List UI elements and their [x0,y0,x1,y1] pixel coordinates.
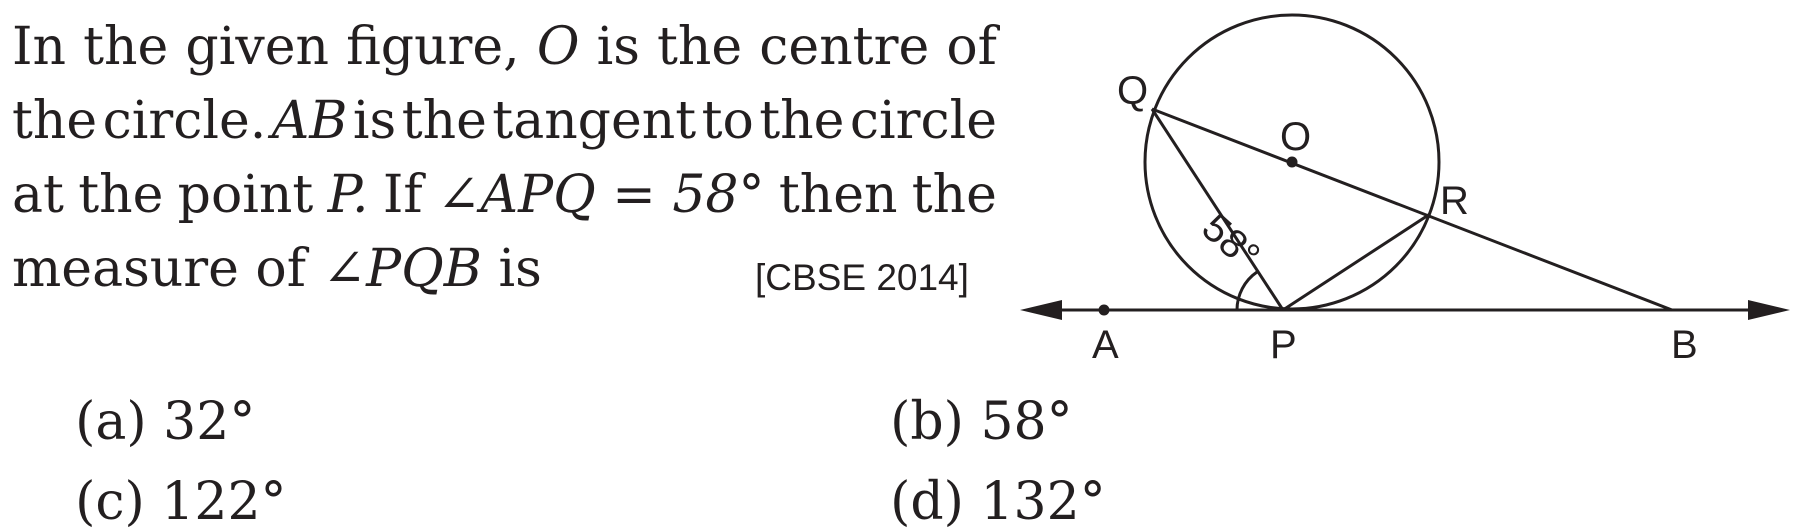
math-O: O [536,17,580,77]
label-A: A [1092,323,1119,367]
label-Q: Q [1117,69,1149,113]
math-AB: AB [271,91,348,151]
word: In [12,17,67,77]
angle-label-58: 58° [1193,205,1268,279]
option-value: 122° [161,472,287,532]
arrow-left-icon [1020,300,1062,320]
secant-QB [1152,109,1672,310]
word: given [185,17,329,77]
math-angle-APQ: ∠APQ = 58° [436,165,765,225]
word: then [778,165,898,225]
word: the [657,17,743,77]
word: the [78,165,164,225]
word: figure, [346,17,520,77]
option-value: 132° [980,472,1106,532]
label-P: P [1270,323,1297,367]
option-label: (a) [75,392,147,452]
math-P: P. [327,165,369,225]
word: the [12,91,98,151]
word: the [911,165,997,225]
option-value: 32° [163,392,256,452]
word: If [382,165,423,225]
option-label: (d) [890,472,964,532]
label-O: O [1280,115,1312,159]
source-tag: [CBSE 2014] [755,257,969,298]
math-angle-PQB: ∠PQB [322,239,482,299]
word: the [83,17,169,77]
word: of [946,17,997,77]
word: is [498,239,542,299]
label-B: B [1671,323,1698,367]
word: circle. [102,91,267,151]
word: point [177,165,314,225]
word: at [12,165,64,225]
arrow-right-icon [1748,300,1790,320]
word: to [701,91,754,151]
word: the [401,91,487,151]
word: the [759,91,845,151]
word: centre [759,17,930,77]
word: circle [849,91,997,151]
option-label: (c) [75,472,145,532]
option-label: (b) [890,392,964,452]
word: tangent [492,91,697,151]
label-R: R [1440,179,1469,223]
chord-QP [1152,109,1283,310]
word: of [255,239,306,299]
word: is [596,17,640,77]
point-A-dot [1099,305,1110,316]
option-value: 58° [980,392,1073,452]
word: is [352,91,397,151]
word: measure [12,239,239,299]
